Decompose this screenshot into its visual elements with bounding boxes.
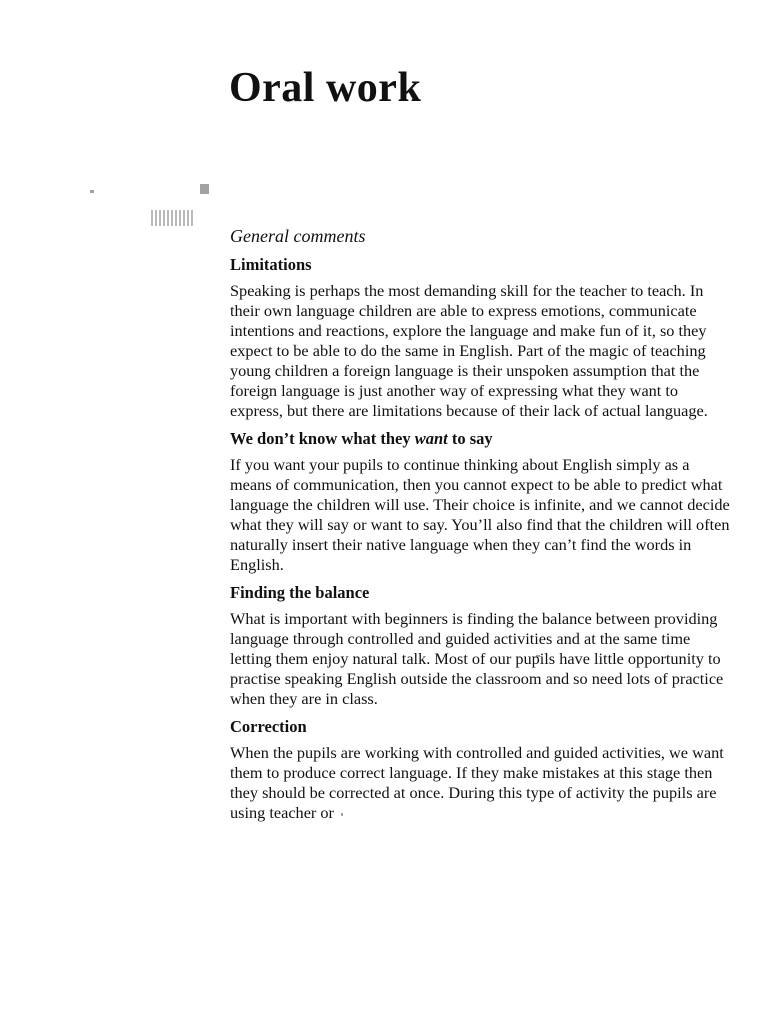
subsection-heading: Finding the balance	[230, 583, 370, 602]
subsection-balance	[230, 583, 730, 709]
scan-speck	[90, 190, 94, 193]
heading-text: to say	[447, 429, 493, 448]
subsection-heading: Limitations	[230, 255, 312, 274]
subsection-paragraph: If you want your pupils to continue thinking about English simply as a means of communication, then you cannot expect to be able to predict what language the children will use. Their choice is infinite, and we cannot decide what they will say or want to say. You’ll also find that the children will often naturally insert their native language when they can’t find the words in English.	[230, 455, 730, 574]
subsection-paragraph: When the pupils are working with controlled and guided activities, we want them to produce correct language. If they make mistakes at this stage then they should be corrected at once. During this type of activity the pupils are using teacher or	[230, 743, 724, 822]
heading-text: We don’t know what they	[230, 429, 415, 448]
body-text	[230, 226, 730, 831]
section-heading: General comments	[230, 226, 366, 246]
scan-artifact	[151, 210, 195, 226]
subsection-correction	[230, 717, 730, 823]
scan-speck	[200, 184, 209, 194]
subsection-paragraph: Speaking is perhaps the most demanding skill for the teacher to teach. In their own language children are able to express emotions, communicate intentions and reactions, explore the language and make fun of it, so they expect to be able to do the same in English. Part of the magic of teaching young children a foreign language is their unspoken assumption that the foreign language is just another way of expressing what they want to express, but there are limitations because of their lack of actual language.	[230, 281, 708, 420]
heading-emphasis: want	[414, 429, 448, 448]
subsection-dont-know	[230, 429, 730, 575]
chapter-title: Oral work	[229, 65, 422, 111]
subsection-heading	[230, 429, 730, 449]
subsection-paragraph: What is important with beginners is finding the balance between providing language through controlled and guided activities and at the same time letting them enjoy natural talk. Most of our pupils have little opportunity to practise speaking English outside the classroom and so need lots of practice when they are in class.	[230, 609, 724, 708]
subsection-limitations	[230, 255, 730, 421]
subsection-heading: Correction	[230, 717, 307, 736]
